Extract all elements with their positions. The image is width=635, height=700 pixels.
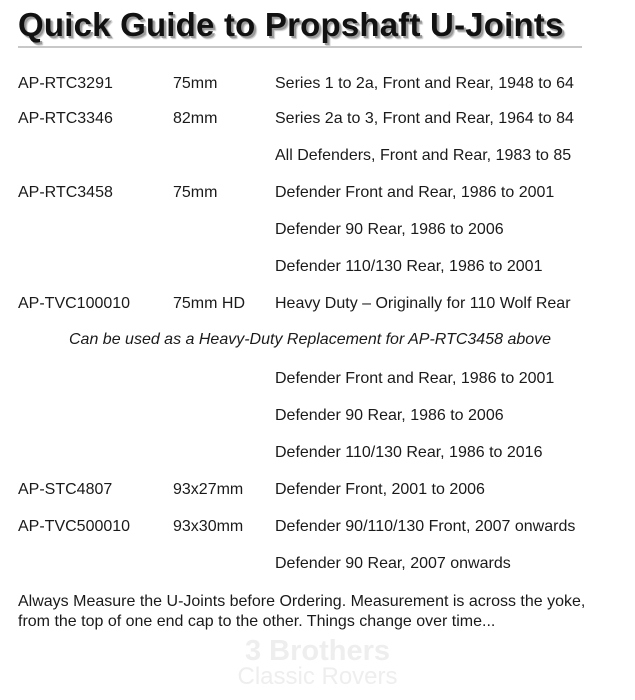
application-description: Defender Front, 2001 to 2006 <box>275 481 485 498</box>
table-row <box>0 555 635 579</box>
part-number: AP-TVC100010 <box>18 295 131 312</box>
part-number: AP-RTC3458 <box>18 184 113 201</box>
part-number: AP-RTC3291 <box>18 75 113 92</box>
watermark-line: Classic Rovers <box>237 663 398 690</box>
table-row <box>0 481 635 505</box>
table-row <box>0 518 635 542</box>
title-underline <box>18 46 582 48</box>
table-row <box>0 110 635 134</box>
table-row <box>0 184 635 208</box>
page-title: Quick Guide to Propshaft U-Joints <box>18 6 564 43</box>
application-description: Defender 90/110/130 Front, 2007 onwards <box>275 518 576 535</box>
joint-size: 75mm <box>173 184 218 201</box>
application-description: All Defenders, Front and Rear, 1983 to 85 <box>275 147 572 164</box>
application-description: Defender 90 Rear, 2007 onwards <box>275 555 511 572</box>
table-row <box>0 370 635 394</box>
application-description: Defender Front and Rear, 1986 to 2001 <box>275 370 555 387</box>
joint-size: 93x27mm <box>173 481 244 498</box>
table-row <box>0 221 635 245</box>
table-row <box>0 258 635 282</box>
replacement-note: Can be used as a Heavy-Duty Replacement for AP-RTC3458 above <box>69 331 552 348</box>
joint-size: 93x30mm <box>173 518 244 535</box>
advice-line: Always Measure the U-Joints before Ordering. Measurement is across the yoke, <box>18 593 586 610</box>
application-description: Defender 110/130 Rear, 1986 to 2001 <box>275 258 543 275</box>
application-description: Series 2a to 3, Front and Rear, 1964 to 84 <box>275 110 574 127</box>
joint-size: 82mm <box>173 110 218 127</box>
application-description: Defender Front and Rear, 1986 to 2001 <box>275 184 555 201</box>
watermark-logo <box>205 635 430 690</box>
table-row <box>0 444 635 468</box>
application-description: Defender 110/130 Rear, 1986 to 2016 <box>275 444 543 461</box>
table-row <box>0 75 635 99</box>
part-number: AP-STC4807 <box>18 481 113 498</box>
joint-size: 75mm HD <box>173 295 246 312</box>
application-description: Defender 90 Rear, 1986 to 2006 <box>275 407 504 424</box>
part-number: AP-RTC3346 <box>18 110 113 127</box>
part-number: AP-TVC500010 <box>18 518 131 535</box>
joint-size: 75mm <box>173 75 218 92</box>
table-row <box>0 147 635 171</box>
watermark-line: 3 Brothers <box>244 635 391 667</box>
application-description: Defender 90 Rear, 1986 to 2006 <box>275 221 504 238</box>
application-description: Heavy Duty – Originally for 110 Wolf Rear <box>275 295 571 312</box>
table-row <box>0 295 635 319</box>
application-description: Series 1 to 2a, Front and Rear, 1948 to 64 <box>275 75 574 92</box>
advice-line: from the top of one end cap to the other. Things change over time... <box>18 613 496 630</box>
table-row <box>0 407 635 431</box>
measurement-advice <box>18 592 618 632</box>
